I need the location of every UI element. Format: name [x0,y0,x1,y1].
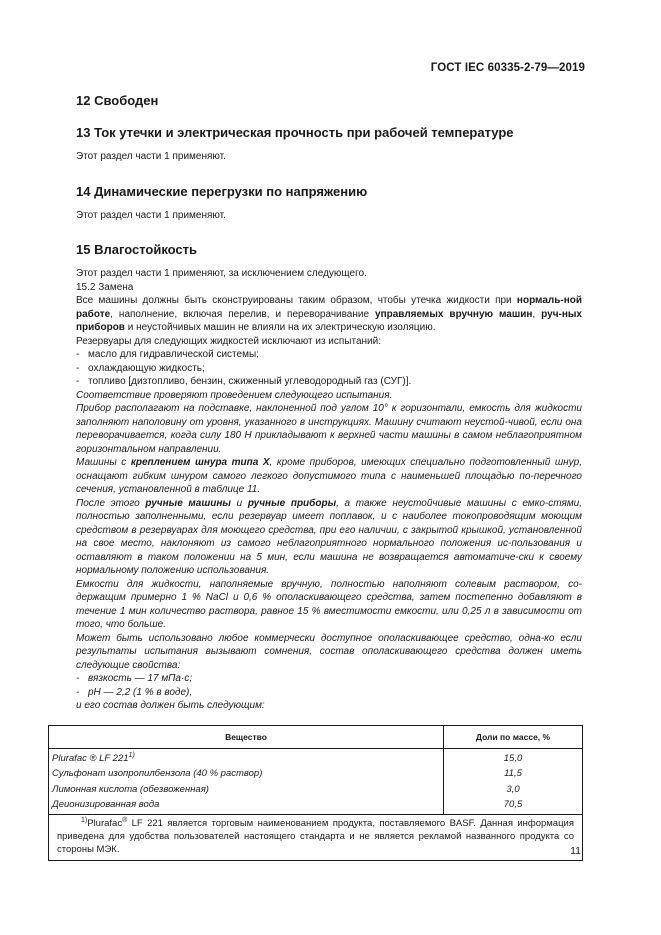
page-content [52,92,583,861]
table-row [49,782,583,798]
paragraph-cord-attachment: Машины с креплением шнура типа X, кроме приборов, имеющих специально подготовленный шнур, оснащают гибким шнуром самого легкого допустимого типа с наименьшей площадью по-перечного сечения, установленной в таблице 11. [76,457,582,495]
substance-cell: Лимонная кислота (обезвоженная) [49,782,444,798]
table-row [49,797,583,814]
paragraph-hand-held-test: После этого ручные машины и ручные приборы, а также неустойчивые машины с емко-стями, полностью заполненными, если резервуар имеет поплавок, и с наиболее токопроводящим моющим средством в резервуарах для моющего средства, при его наличии, с закрытой крышкой, установленной на свое место, наклоняют из самого неблагоприятного нормального положения ис-пользования и оставляют в таком положении на 5 мин, если машина не возвращается автоматиче-ски к своему нормальному положению использования. [76,497,583,576]
substance-cell: Деионизированная вода [49,797,444,814]
paragraph-composition-intro: и его состав должен быть следующим: [76,700,265,711]
paragraph-tilt-test: Прибор располагают на подставке, наклоненной под углом 10° к горизонтали, емкость для жидкости заполняют наполовину от уровня, указанного в инструкциях. Машину считают неустой-чивой, если она переворачивается, когда силу 180 Н прикладывают к верхней части машины в самом неблагоприятном горизонтальном направлении. [76,403,582,455]
section-14-title: 14 Динамические перегрузки по напряжению [76,183,368,199]
paragraph-saline-solution: Емкости для жидкости, наполняемые вручную, полностью наполняют солевым раствором, со-держащим примерно 1 % NaCl и 0,6 % ополаскивающего средства, затем постепенно добавляют в течение 1 мин количество раствора, равное 15 % вместимости емкости, или 0,25 л в зависимости от того, что больше. [76,578,582,630]
paragraph-excluded-tanks: Резервуары для следующих жидкостей исключают из испытаний: [76,335,381,347]
value-cell: 70,5 [444,797,583,814]
paragraph-rinsing-agent: Может быть использовано любое коммерчески доступное ополаскивающее средство, одна-ко если результаты испытания вызывают сомнения, состав ополаскивающего средства должен иметь следующие свойства: [76,632,582,671]
subsection-15-2-title: 15.2 Замена [76,281,134,293]
table-header-row [49,725,583,748]
section-12-title: 12 Свободен [76,93,159,108]
page-number: 11 [570,845,581,857]
list-item: - топливо [дизтопливо, бензин, сжиженный углеводородный газ (СУГ)]. [76,376,412,387]
paragraph-compliance: Соответствие проверяют проведением следующего испытания. [76,389,393,401]
section-13-text: Этот раздел части 1 применяют. [76,151,226,162]
property-item: - вязкость — 17 мПа·с; [76,673,193,684]
table-row [49,766,583,782]
property-item: - рН — 2,2 (1 % в воде), [76,686,193,698]
column-header-mass-fraction: Доли по массе, % [444,725,583,748]
section-15-title: 15 Влагостойкость [76,242,198,257]
list-item: - масло для гидравлической системы; [76,349,259,360]
standard-code-header: ГОСТ IEC 60335-2-79—2019 [430,62,585,74]
value-cell: 3,0 [444,782,583,798]
table-footnote: $^{1)}$Plurafac® LF 221 является торговым наименованием продукта, поставляемого BASF. Данная информация приведена для удобства пользователей настоящего стандарта и не является рекламой названного продукта со стороны МЭК. [49,814,583,860]
list-item: - охлаждающую жидкость; [76,362,205,374]
section-13-title: 13 Ток утечки и электрическая прочность при рабочей температуре [76,125,514,140]
substance-cell: Plurafac ® LF 221$^{1)}$ [49,748,444,766]
table-footnote-row [49,814,583,860]
section-14-text: Этот раздел части 1 применяют. [76,209,226,221]
composition-table [48,725,583,861]
column-header-substance: Вещество [49,725,444,748]
section-15-intro: Этот раздел части 1 применяют, за исключением следующего. [76,268,367,279]
paragraph-design-requirement: Все машины должны быть сконструированы таким образом, чтобы утечка жидкости при нормаль-ной работе, наполнение, включая перелив, и переворачивание управляемых вручную машин, руч-ных приборов и неустойчивых машин не влияли на их электрическую изоляцию. [76,295,582,333]
substance-cell: Сульфонат изопропилбензола (40 % раствор) [49,766,444,782]
value-cell: 15,0 [444,748,583,766]
table-row [49,748,583,766]
value-cell: 11,5 [444,766,583,782]
